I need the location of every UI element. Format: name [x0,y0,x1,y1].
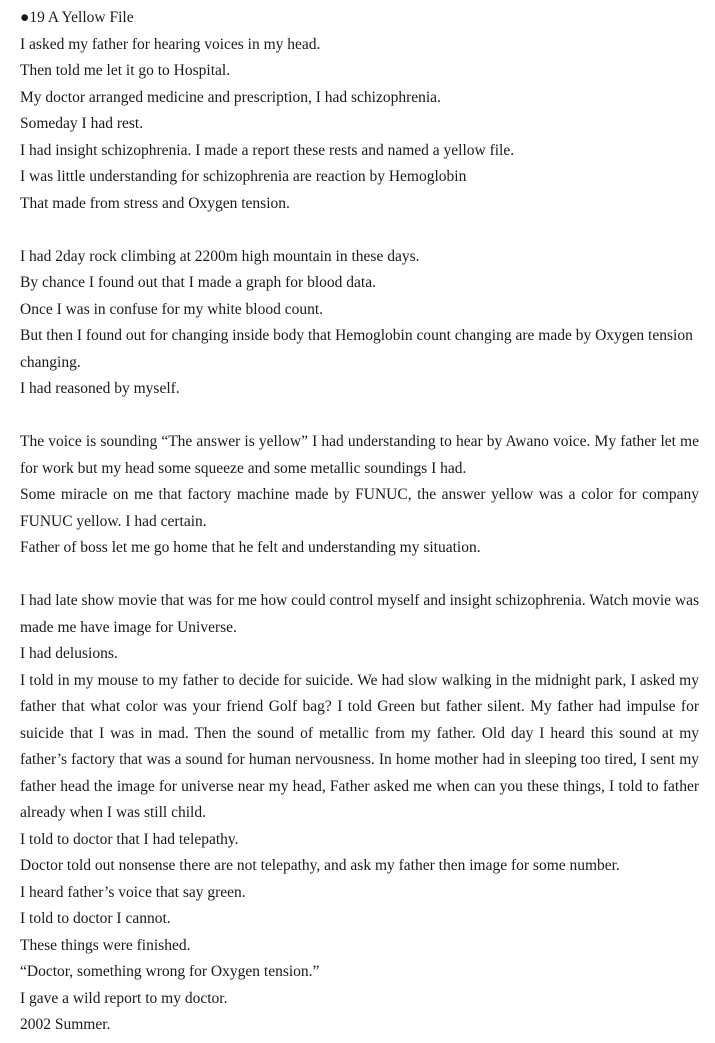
text-line: By chance I found out that I made a graph for blood data. [20,274,376,291]
paragraph-gap [20,403,699,430]
text-line: I had delusions. [20,645,118,662]
text-line: I heard father’s voice that say green. [20,883,246,901]
text-line: That made from stress and Oxygen tension. [20,194,290,212]
text-paragraph: The voice is sounding “The answer is yellow” I had understanding to hear by Awano voice. My father let me for work but my head some squeeze and some metallic soundings I had. [20,433,699,477]
document-title: ●19 A Yellow File [20,9,134,26]
text-line: These things were finished. [20,936,191,954]
text-line: Once I was in confuse for my white blood count. [20,300,324,318]
text-line: I gave a wild report to my doctor. [20,989,228,1007]
text-line: I told to doctor that I had telepathy. [20,830,239,848]
text-line: I had insight schizophrenia. I made a report these rests and named a yellow file. [20,141,515,159]
text-line: “Doctor, something wrong for Oxygen tension.” [20,963,320,980]
text-line: Father of boss let me go home that he felt and understanding my situation. [20,539,481,556]
text-line: 2002 Summer. [20,1016,111,1033]
text-line: I had reasoned by myself. [20,380,180,397]
text-line: I had 2day rock climbing at 2200m high mountain in these days. [20,247,420,265]
text-paragraph: But then I found out for changing inside body that Hemoglobin count changing are made by Oxygen tension changing. [20,327,693,371]
text-line: I was little understanding for schizophrenia are reaction by Hemoglobin [20,168,467,185]
text-line: Someday I had rest. [20,115,144,132]
paragraph-gap [20,562,699,589]
paragraph-gap [20,217,699,244]
text-line: Then told me let it go to Hospital. [20,62,231,79]
text-paragraph: I had late show movie that was for me how could control myself and insight schizophrenia. Watch movie was made me have image for Universe. [20,592,700,636]
text-line: I asked my father for hearing voices in my head. [20,35,321,53]
text-line: Doctor told out nonsense there are not telepathy, and ask my father then image for some number. [20,857,620,874]
text-line: My doctor arranged medicine and prescription, I had schizophrenia. [20,88,441,106]
text-line: I told to doctor I cannot. [20,910,171,927]
text-paragraph: Some miracle on me that factory machine made by FUNUC, the answer yellow was a color for company FUNUC yellow. I had certain. [20,486,699,530]
text-paragraph: I told in my mouse to my father to decide for suicide. We had slow walking in the midnight park, I asked my father that what color was your friend Golf bag? I told Green but father silent. My father had impulse for suicide that I was in mad. Then the sound of metallic from my father. Old day I heard this sound at my father’s factory that was a sound for human nervousness. In home mother had in sleeping too tired, I sent my father head the image for universe near my head, Father asked me when can you these things, I told to father already when I was still child. [20,671,699,821]
